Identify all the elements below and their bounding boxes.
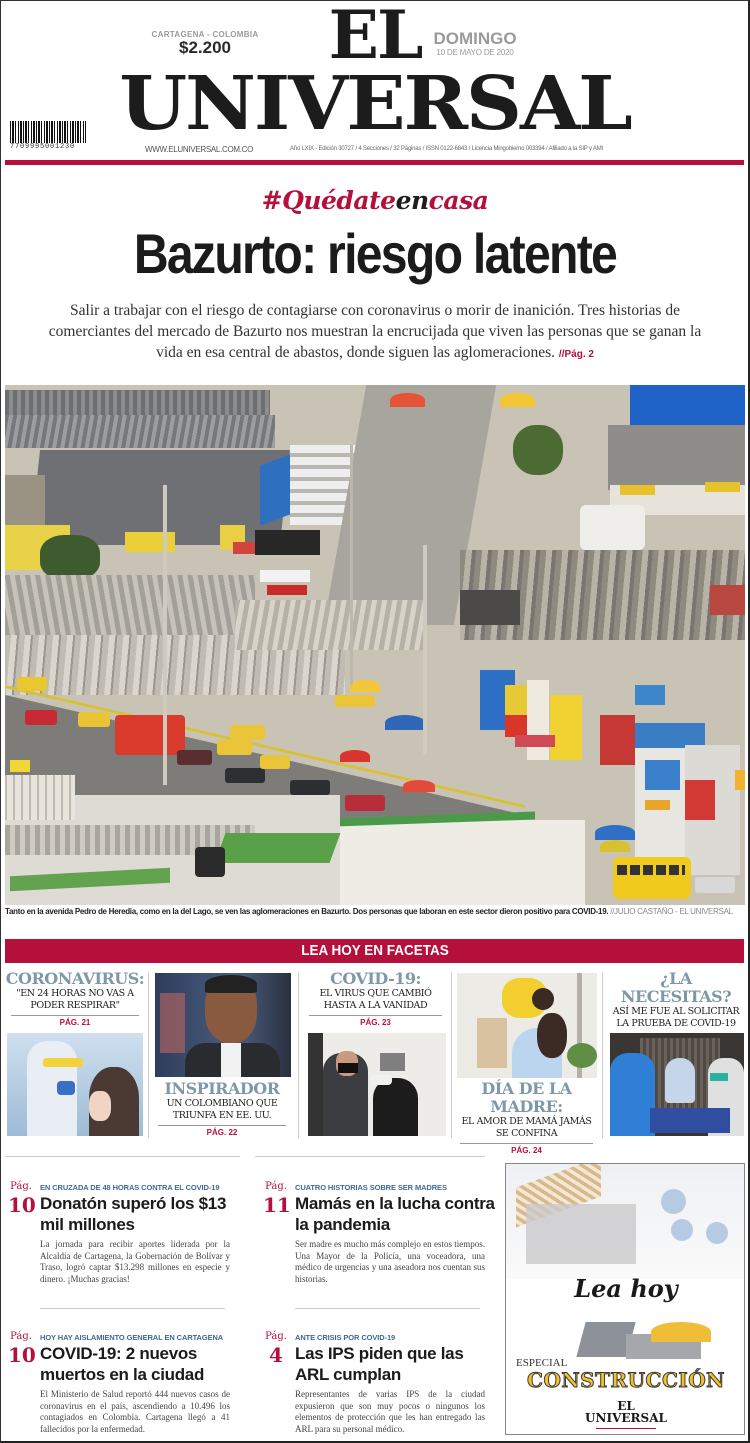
story-headline[interactable]: Donatón superó los $13 mil millones <box>40 1194 227 1234</box>
teaser-image <box>155 973 291 1077</box>
teaser-separator <box>451 972 452 1138</box>
teaser-title: COVID-19: <box>330 969 421 988</box>
masthead <box>0 0 750 168</box>
story-kicker: HOY HAY AISLAMIENTO GENERAL EN CARTAGENA <box>40 1333 224 1342</box>
teaser-separator <box>602 972 603 1138</box>
lead-headline[interactable]: Bazurto: riesgo latente <box>133 222 617 285</box>
lead-kicker <box>0 186 750 215</box>
teaser-separator <box>298 972 299 1138</box>
page-label: Pág. <box>10 1331 32 1342</box>
teaser-text <box>152 1080 292 1137</box>
page-number: 10 <box>8 1193 36 1217</box>
lead-deck <box>40 300 710 365</box>
story-body: Ser madre es mucho más complejo en estos tiempos. Una Mayor de la Policía, una voceadora, una médico de urgencias y una aseadora nos cuentan sus historias. <box>295 1239 485 1284</box>
teaser-subtitle: ASÍ ME FUE AL SOLICITAR LA PRUEBA DE COVID-19 <box>612 1006 740 1029</box>
teaser-subtitle: EL VIRUS QUE CAMBIÓ HASTA A LA VANIDAD <box>319 988 432 1011</box>
kicker-part: casa <box>428 186 489 215</box>
teaser-divider <box>11 1015 139 1016</box>
teaser-subtitle: EL AMOR DE MAMÁ JAMÁS SE CONFINA <box>461 1116 592 1139</box>
section-divider <box>255 1156 485 1157</box>
story-kicker: ANTE CRISIS POR COVID-19 <box>295 1333 396 1342</box>
ad-brand-underline <box>596 1428 656 1429</box>
teaser-image <box>457 973 597 1078</box>
page-label: Pág. <box>265 1181 287 1192</box>
website-link[interactable]: WWW.ELUNIVERSAL.COM.CO <box>145 145 254 154</box>
teaser-divider <box>460 1143 593 1144</box>
lead-photo[interactable] <box>5 385 745 905</box>
teaser-page[interactable]: PÁG. 23 <box>360 1018 391 1027</box>
barcode <box>10 121 86 151</box>
teaser-divider <box>158 1125 286 1126</box>
teaser-title: DÍA DE LA MADRE: <box>481 1079 572 1116</box>
teaser-text <box>454 1080 599 1155</box>
page-number: 10 <box>8 1343 36 1367</box>
teaser-page[interactable]: PÁG. 21 <box>59 1018 91 1027</box>
teaser-title: INSPIRADOR <box>164 1079 280 1098</box>
ad-especial-construccion[interactable] <box>505 1163 745 1435</box>
teaser-image <box>610 1033 744 1136</box>
page-label: Pág. <box>10 1181 32 1192</box>
story-body: El Ministerio de Salud reportó 444 nuevos casos de coronavirus en el país, ascendiendo a 10.496 los contagiados en Colombia. Cartagena llegó a 41 fallecidos por la enfermedad. <box>40 1389 230 1434</box>
edition-info: Año LXIX - Edición 30727 / 4 Secciones / 32 Páginas / ISSN 0122-6843 / Licencia Mingobierno 003394 / Afiliado a la SIP y AMI <box>290 146 603 152</box>
teaser-image <box>308 1033 446 1136</box>
kicker-part: #Quédate <box>261 186 396 215</box>
teaser-separator <box>148 972 149 1138</box>
logo-universal: UNIVERSAL <box>119 61 631 147</box>
city-label: CARTAGENA - COLOMBIA <box>151 30 259 39</box>
logo-el: EL <box>328 0 422 74</box>
photo-caption <box>5 907 745 916</box>
ad-construccion: CONSTRUCCIÓN <box>527 1368 725 1392</box>
teaser-covid-vanidad[interactable] <box>303 970 448 1138</box>
teaser-inspirador[interactable] <box>152 970 292 1138</box>
barcode-icon <box>10 121 86 143</box>
section-divider <box>40 1308 225 1309</box>
teaser-title: CORONAVIRUS: <box>5 969 145 988</box>
blueprint-roll-icon <box>661 1189 686 1214</box>
date-block <box>430 30 520 57</box>
teaser-page[interactable]: PÁG. 22 <box>206 1128 238 1137</box>
story-headline[interactable]: Mamás en la lucha contra la pandemia <box>295 1194 495 1234</box>
section-divider <box>295 1308 480 1309</box>
deck-text: Salir a trabajar con el riesgo de contagiarse con coronavirus o morir de inanición. Tres historias de comerciantes del mercado de Bazurto nos muestran la encrucijada que viven las personas que se ganan la vida en esa central de abastos, donde siguen las aglomeraciones. <box>48 302 702 361</box>
teaser-image <box>7 1033 143 1136</box>
story-body: La jornada para recibir aportes liderada por la Alcaldía de Cartagena, la Gobernación de Bolívar y Traso, logró captar $13.298 millones en especie y dinero. ¡Muchas gracias! <box>40 1239 230 1284</box>
section-divider <box>5 1156 240 1157</box>
teaser-dia-madre[interactable] <box>454 970 599 1155</box>
ad-brand <box>506 1400 745 1424</box>
house-wall-icon <box>526 1204 636 1264</box>
date-label: 10 DE MAYO DE 2020 <box>436 48 514 57</box>
blueprint-roll-icon <box>671 1219 693 1241</box>
ad-brand-line1: EL <box>617 1399 635 1413</box>
ad-brand-line2: UNIVERSAL <box>585 1411 667 1425</box>
story-kicker: CUATRO HISTORIAS SOBRE SER MADRES <box>295 1183 447 1192</box>
caption-text: Tanto en la avenida Pedro de Heredia, como en la del Lago, se ven las aglomeraciones en Bazurto. Dos personas que laboran en este sector dieron positivo para COVID-19. <box>5 907 609 916</box>
ad-lea-hoy: Lea hoy <box>574 1274 678 1303</box>
barcode-number: 7709995001230 <box>10 143 76 151</box>
price: $2.200 <box>179 38 231 57</box>
story-kicker: EN CRUZADA DE 48 HORAS CONTRA EL COVID-19 <box>40 1183 220 1192</box>
teaser-subtitle: UN COLOMBIANO QUE TRIUNFA EN EE. UU. <box>166 1098 278 1121</box>
masthead-divider <box>5 160 744 165</box>
teaser-coronavirus[interactable] <box>5 970 145 1138</box>
blueprint-roll-icon <box>706 1222 728 1244</box>
teaser-divider <box>309 1015 442 1016</box>
teaser-la-necesitas[interactable] <box>606 970 746 1138</box>
sand-pile-icon <box>651 1322 711 1342</box>
facetas-banner <box>5 939 744 963</box>
teaser-page[interactable]: PÁG. 24 <box>511 1146 542 1155</box>
page-label: Pág. <box>265 1331 287 1342</box>
teaser-subtitle: "EN 24 HORAS NO VAS A PODER RESPIRAR" <box>16 988 134 1011</box>
story-body: Representantes de varias IPS de la ciudad expusieron que son muy pocos o ningunos los elementos de protección que les han entregado las ARL para su personal médico. <box>295 1389 485 1434</box>
facetas-banner-label: LEA HOY EN FACETAS <box>300 942 449 959</box>
day-label: DOMINGO <box>433 29 517 48</box>
kicker-part: en <box>395 186 429 215</box>
page-number: 11 <box>263 1193 291 1217</box>
teaser-title: ¿LA NECESITAS? <box>620 969 732 1006</box>
deck-page-ref[interactable]: //Pág. 2 <box>558 349 594 360</box>
story-headline[interactable]: COVID-19: 2 nuevos muertos en la ciudad <box>40 1344 205 1384</box>
page-number: 4 <box>269 1343 283 1367</box>
ad-especial: ESPECIAL <box>516 1357 568 1369</box>
story-headline[interactable]: Las IPS piden que las ARL cumplan <box>295 1344 464 1384</box>
photo-credit: //JULIO CASTAÑO - EL UNIVERSAL <box>608 907 733 916</box>
